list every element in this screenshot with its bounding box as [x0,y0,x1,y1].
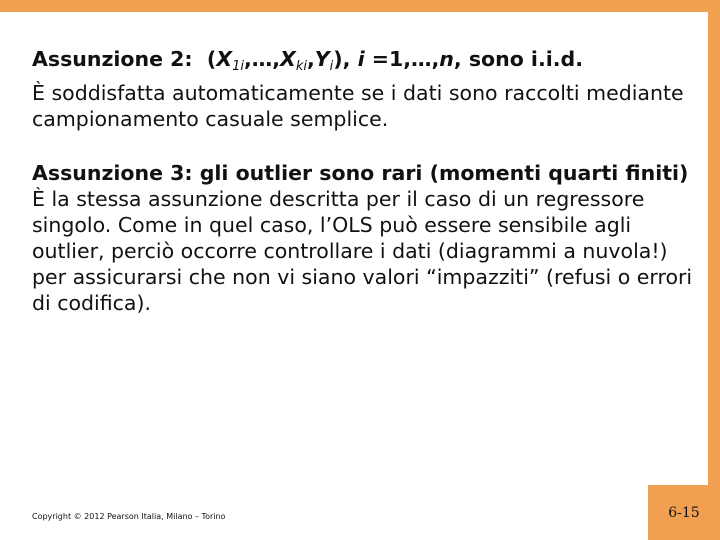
formula-separator-2: , [307,47,315,71]
assumption-2-block [32,46,702,132]
right-accent-bar [708,0,720,540]
page-number-badge: 6-15 [648,485,720,540]
assumption-3-heading: Assunzione 3: gli outlier sono rari (momenti quarti finiti) [32,161,689,185]
formula-x1: X [216,47,233,71]
slide-content [32,46,702,316]
assumption-3-body: È la stessa assunzione descritta per il caso di un regressore singolo. Come in quel caso, l’OLS può essere sensibile agli outlier, perciò occorre controllare i dati (diagrammi a nuvola!) per assicurarsi che non vi siano valori “impazziti” (refusi o errori di codifica). [32,187,693,315]
top-accent-bar [0,0,720,12]
formula-y-subscript: i [329,59,334,74]
formula-tail: , sono i.i.d. [453,47,584,71]
formula-range: =1,…, [364,47,440,71]
assumption-3-block [32,160,702,316]
formula-open: ( [206,47,217,71]
assumption-2-label: Assunzione 2: [32,47,193,71]
formula-xk: X [280,47,296,71]
formula-y: Y [314,47,330,71]
formula-xk-subscript: ki [295,59,307,74]
formula-close: ), [333,47,351,71]
assumption-2-body: È soddisfatta automaticamente se i dati sono raccolti mediante campionamento casuale semplice. [32,81,684,131]
formula-index-i: i [357,47,365,71]
formula-x1-subscript: 1i [232,59,244,74]
formula-separator-1: ,…, [243,47,281,71]
formula-index-n: n [439,47,454,71]
copyright-footer: Copyright © 2012 Pearson Italia, Milano – Torino [32,512,226,521]
assumption-2-heading [32,47,584,74]
